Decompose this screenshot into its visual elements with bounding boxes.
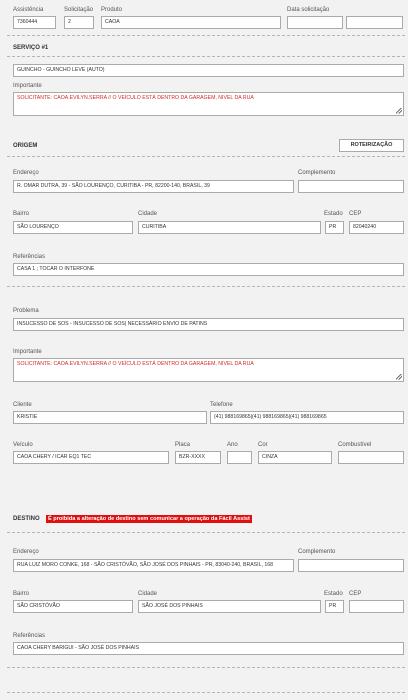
problema-importante-label: Importante: [13, 349, 42, 355]
destino-referencias-field[interactable]: CAOA CHERY BARIGUI - SÃO JOSÉ DOS PINHAIS: [13, 642, 404, 655]
divider: [7, 56, 405, 57]
origem-complemento-label: Complemento: [298, 170, 336, 176]
destino-endereco-label: Endereço: [13, 549, 39, 555]
origem-estado-field[interactable]: PR: [325, 221, 344, 234]
origem-estado-label: Estado: [324, 211, 343, 217]
problema-label: Problema: [13, 308, 39, 314]
destino-cidade-label: Cidade: [138, 591, 158, 597]
problema-importante-textarea[interactable]: [13, 358, 404, 382]
origem-endereco-label: Endereço: [13, 170, 39, 176]
origem-cidade-field[interactable]: CURITIBA: [138, 221, 321, 234]
destino-title: DESTINO: [13, 516, 40, 522]
destino-warning-badge: É proibida a alteração de destino sem comunicar a operação da Fácil Assist: [48, 516, 250, 522]
destino-cep-field[interactable]: [349, 600, 404, 613]
destino-cidade-field[interactable]: SÃO JOSÉ DOS PINHAIS: [138, 600, 321, 613]
placa-field[interactable]: BZR-XXXX: [175, 451, 221, 464]
combustivel-label: Combustível: [338, 442, 372, 448]
servico-title: SERVIÇO #1: [13, 45, 49, 51]
origem-complemento-field[interactable]: [298, 180, 404, 193]
servico-importante-text: SOLICITANTE: CAOA.EVILYN.SERRA // O VEÍCULO ESTÁ DENTRO DA GARAGEM, NIVEL DA RUA: [17, 95, 254, 101]
solicitacao-field[interactable]: 2: [64, 16, 94, 29]
destino-estado-field[interactable]: PR: [325, 600, 344, 613]
cor-field[interactable]: CINZA: [258, 451, 332, 464]
veiculo-label: Veículo: [13, 442, 33, 448]
origem-referencias-label: Referências: [13, 254, 46, 260]
produto-field[interactable]: CAOA: [101, 16, 281, 29]
divider: [7, 692, 405, 693]
destino-bairro-label: Bairro: [13, 591, 30, 597]
resize-grip-icon[interactable]: [396, 108, 402, 114]
combustivel-field[interactable]: [338, 451, 404, 464]
veiculo-field[interactable]: CAOA CHERY / ICAR EQ1 TEC: [13, 451, 169, 464]
produto-label: Produto: [101, 7, 123, 13]
destino-referencias-label: Referências: [13, 633, 46, 639]
servico-importante-label: Importante: [13, 83, 42, 89]
ano-field[interactable]: [227, 451, 252, 464]
telefone-field[interactable]: (41) 988169865|(41) 988169865|(41) 988169865: [210, 411, 404, 424]
divider: [7, 35, 405, 36]
cliente-label: Cliente: [13, 402, 32, 408]
solicitacao-label: Solicitação: [64, 7, 94, 13]
cor-label: Cor: [258, 442, 268, 448]
divider: [7, 667, 405, 668]
origem-bairro-field[interactable]: SÃO LOURENÇO: [13, 221, 133, 234]
origem-referencias-field[interactable]: CASA 1 ; TOCAR O INTERFONE: [13, 263, 404, 276]
destino-cep-label: CEP: [349, 591, 362, 597]
hora-solicitacao-field[interactable]: [346, 16, 403, 29]
ano-label: Ano: [227, 442, 238, 448]
destino-complemento-field[interactable]: [298, 559, 404, 572]
origem-endereco-field[interactable]: R. OMAR DUTRA, 39 - SÃO LOURENÇO, CURITIBA - PR, 82200-140, BRASIL, 39: [13, 180, 294, 193]
servico-importante-textarea[interactable]: [13, 92, 404, 116]
destino-estado-label: Estado: [324, 591, 343, 597]
roteirizacao-button[interactable]: ROTEIRIZAÇÃO: [339, 139, 404, 152]
assistencia-field[interactable]: 7360444: [13, 16, 56, 29]
cliente-field[interactable]: KRISTIE: [13, 411, 207, 424]
telefone-label: Telefone: [210, 402, 233, 408]
problema-field[interactable]: INSUCESSO DE SOS - INSUCESSO DE SOS| NECESSÁRIO ENVIO DE PATINS: [13, 318, 404, 331]
destino-complemento-label: Complemento: [298, 549, 336, 555]
origem-bairro-label: Bairro: [13, 211, 30, 217]
origem-cep-label: CEP: [349, 211, 362, 217]
resize-grip-icon[interactable]: [396, 374, 402, 380]
origem-title: ORIGEM: [13, 143, 38, 149]
destino-endereco-field[interactable]: RUA LUIZ MORO CONKE, 168 - SÃO CRISTÓVÃO, SÃO JOSÉ DOS PINHAIS - PR, 83040-240, BRASIL, 168: [13, 559, 294, 572]
destino-bairro-field[interactable]: SÃO CRISTÓVÃO: [13, 600, 133, 613]
data-solicitacao-label: Data solicitação: [287, 7, 330, 13]
assistencia-label: Assistência: [13, 7, 44, 13]
origem-cidade-label: Cidade: [138, 211, 158, 217]
divider: [7, 156, 405, 157]
origem-cep-field[interactable]: 82040240: [349, 221, 404, 234]
divider: [7, 286, 405, 287]
problema-importante-text: SOLICITANTE: CAOA.EVILYN.SERRA // O VEÍCULO ESTÁ DENTRO DA GARAGEM, NIVEL DA RUA: [17, 361, 254, 367]
data-solicitacao-field[interactable]: [287, 16, 343, 29]
servico-field[interactable]: GUINCHO - GUINCHO LEVE (AUTO): [13, 64, 404, 77]
placa-label: Placa: [175, 442, 191, 448]
divider: [7, 532, 405, 533]
